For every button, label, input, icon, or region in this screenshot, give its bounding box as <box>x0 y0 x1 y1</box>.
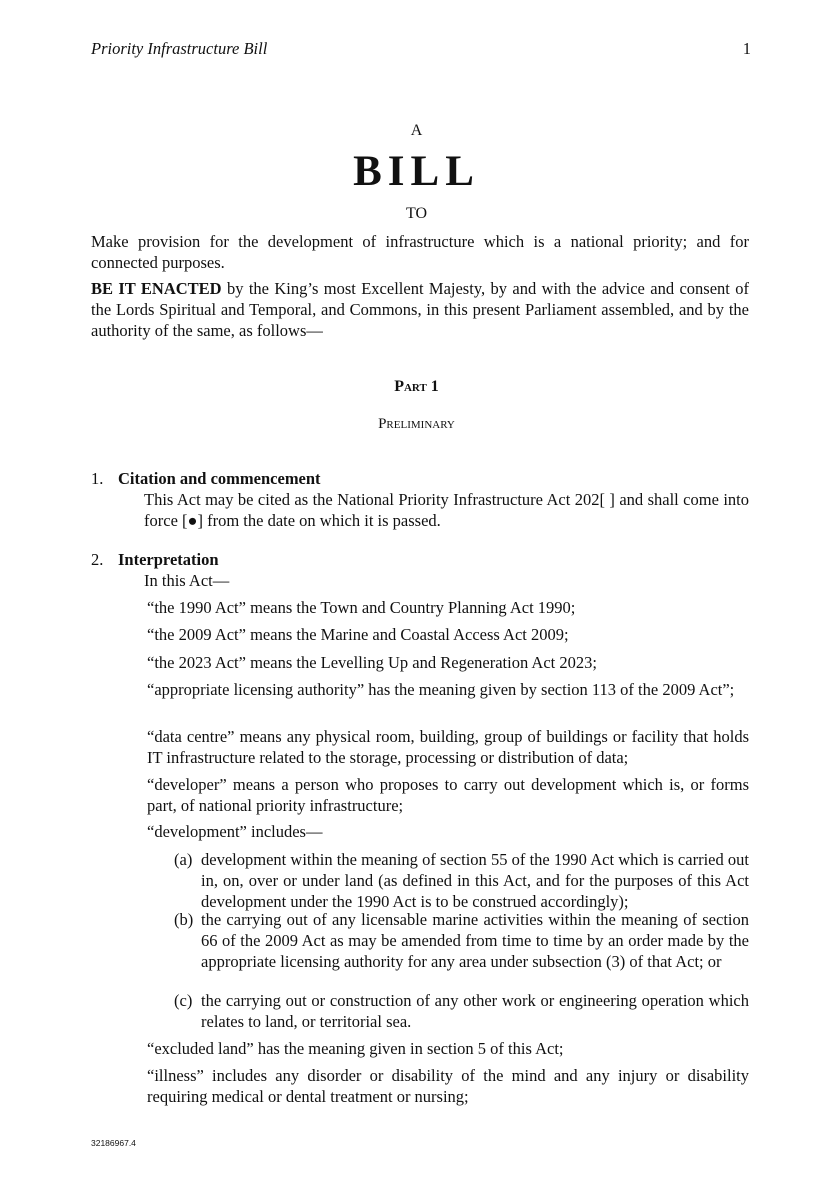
definition: “the 2009 Act” means the Marine and Coastal Access Act 2009; <box>147 625 569 644</box>
definition: “development” includes— <box>147 822 323 841</box>
part-subheading: Preliminary <box>378 416 455 432</box>
document-reference: 32186967.4 <box>91 1138 136 1148</box>
subparagraph-label: (b) <box>174 910 194 929</box>
clause-text: This Act may be cited as the National Priority Infrastructure Act 202[ ] and shall come into force [●] from the date on which it is passed. <box>144 490 749 530</box>
clause-number: 2. <box>91 550 104 569</box>
definition: “developer” means a person who proposes to carry out development which is, or forms part, of national priority infrastructure; <box>147 775 749 815</box>
enacting-rest: by the King’s most Excellent Majesty, by and with the advice and consent of the Lords Spiritual and Temporal, and Commons, in this present Parliament assembled, and by the authority of the same, as follows— <box>91 279 749 340</box>
subparagraph-text: development within the meaning of section 55 of the 1990 Act which is carried out in, on, over or under land (as defined in this Act, and for the purposes of this Act development under the 1990 Act is to be construed accordingly); <box>201 850 749 911</box>
enacting-lead: BE IT ENACTED <box>91 279 222 298</box>
page-number: 1 <box>742 39 751 58</box>
definition: “illness” includes any disorder or disability of the mind and any injury or disability requiring medical or dental treatment or nursing; <box>147 1066 749 1106</box>
title-a: A <box>410 122 423 139</box>
running-title: Priority Infrastructure Bill <box>91 39 268 58</box>
clause-intro: In this Act— <box>144 571 230 590</box>
subparagraph-label: (c) <box>174 991 193 1010</box>
subparagraph-label: (a) <box>174 850 193 869</box>
subparagraph-text: the carrying out of any licensable marine activities within the meaning of section 66 of the 2009 Act as may be amended from time to time by an order made by the appropriate licensing authority for any area under subsection (3) of that Act; or <box>201 910 749 971</box>
clause-number: 1. <box>91 469 104 488</box>
part-heading: Part 1 <box>394 378 439 395</box>
definition: “the 2023 Act” means the Levelling Up and Regeneration Act 2023; <box>147 653 597 672</box>
clause-heading: Interpretation <box>118 550 219 569</box>
definition: “data centre” means any physical room, building, group of buildings or facility that holds IT infrastructure related to the storage, processing or distribution of data; <box>147 727 749 767</box>
definition: “the 1990 Act” means the Town and Country Planning Act 1990; <box>147 598 576 617</box>
definition: “appropriate licensing authority” has the meaning given by section 113 of the 2009 Act”; <box>147 680 735 699</box>
clause-heading: Citation and commencement <box>118 469 321 488</box>
enacting-formula <box>91 278 749 341</box>
long-title: Make provision for the development of infrastructure which is a national priority; and for connected purposes. <box>91 232 749 272</box>
definition: “excluded land” has the meaning given in section 5 of this Act; <box>147 1039 564 1058</box>
subparagraph-text: the carrying out or construction of any other work or engineering operation which relates to land, or territorial sea. <box>201 991 749 1031</box>
title-to: TO <box>405 205 428 222</box>
title-bill: BILL <box>353 148 480 195</box>
